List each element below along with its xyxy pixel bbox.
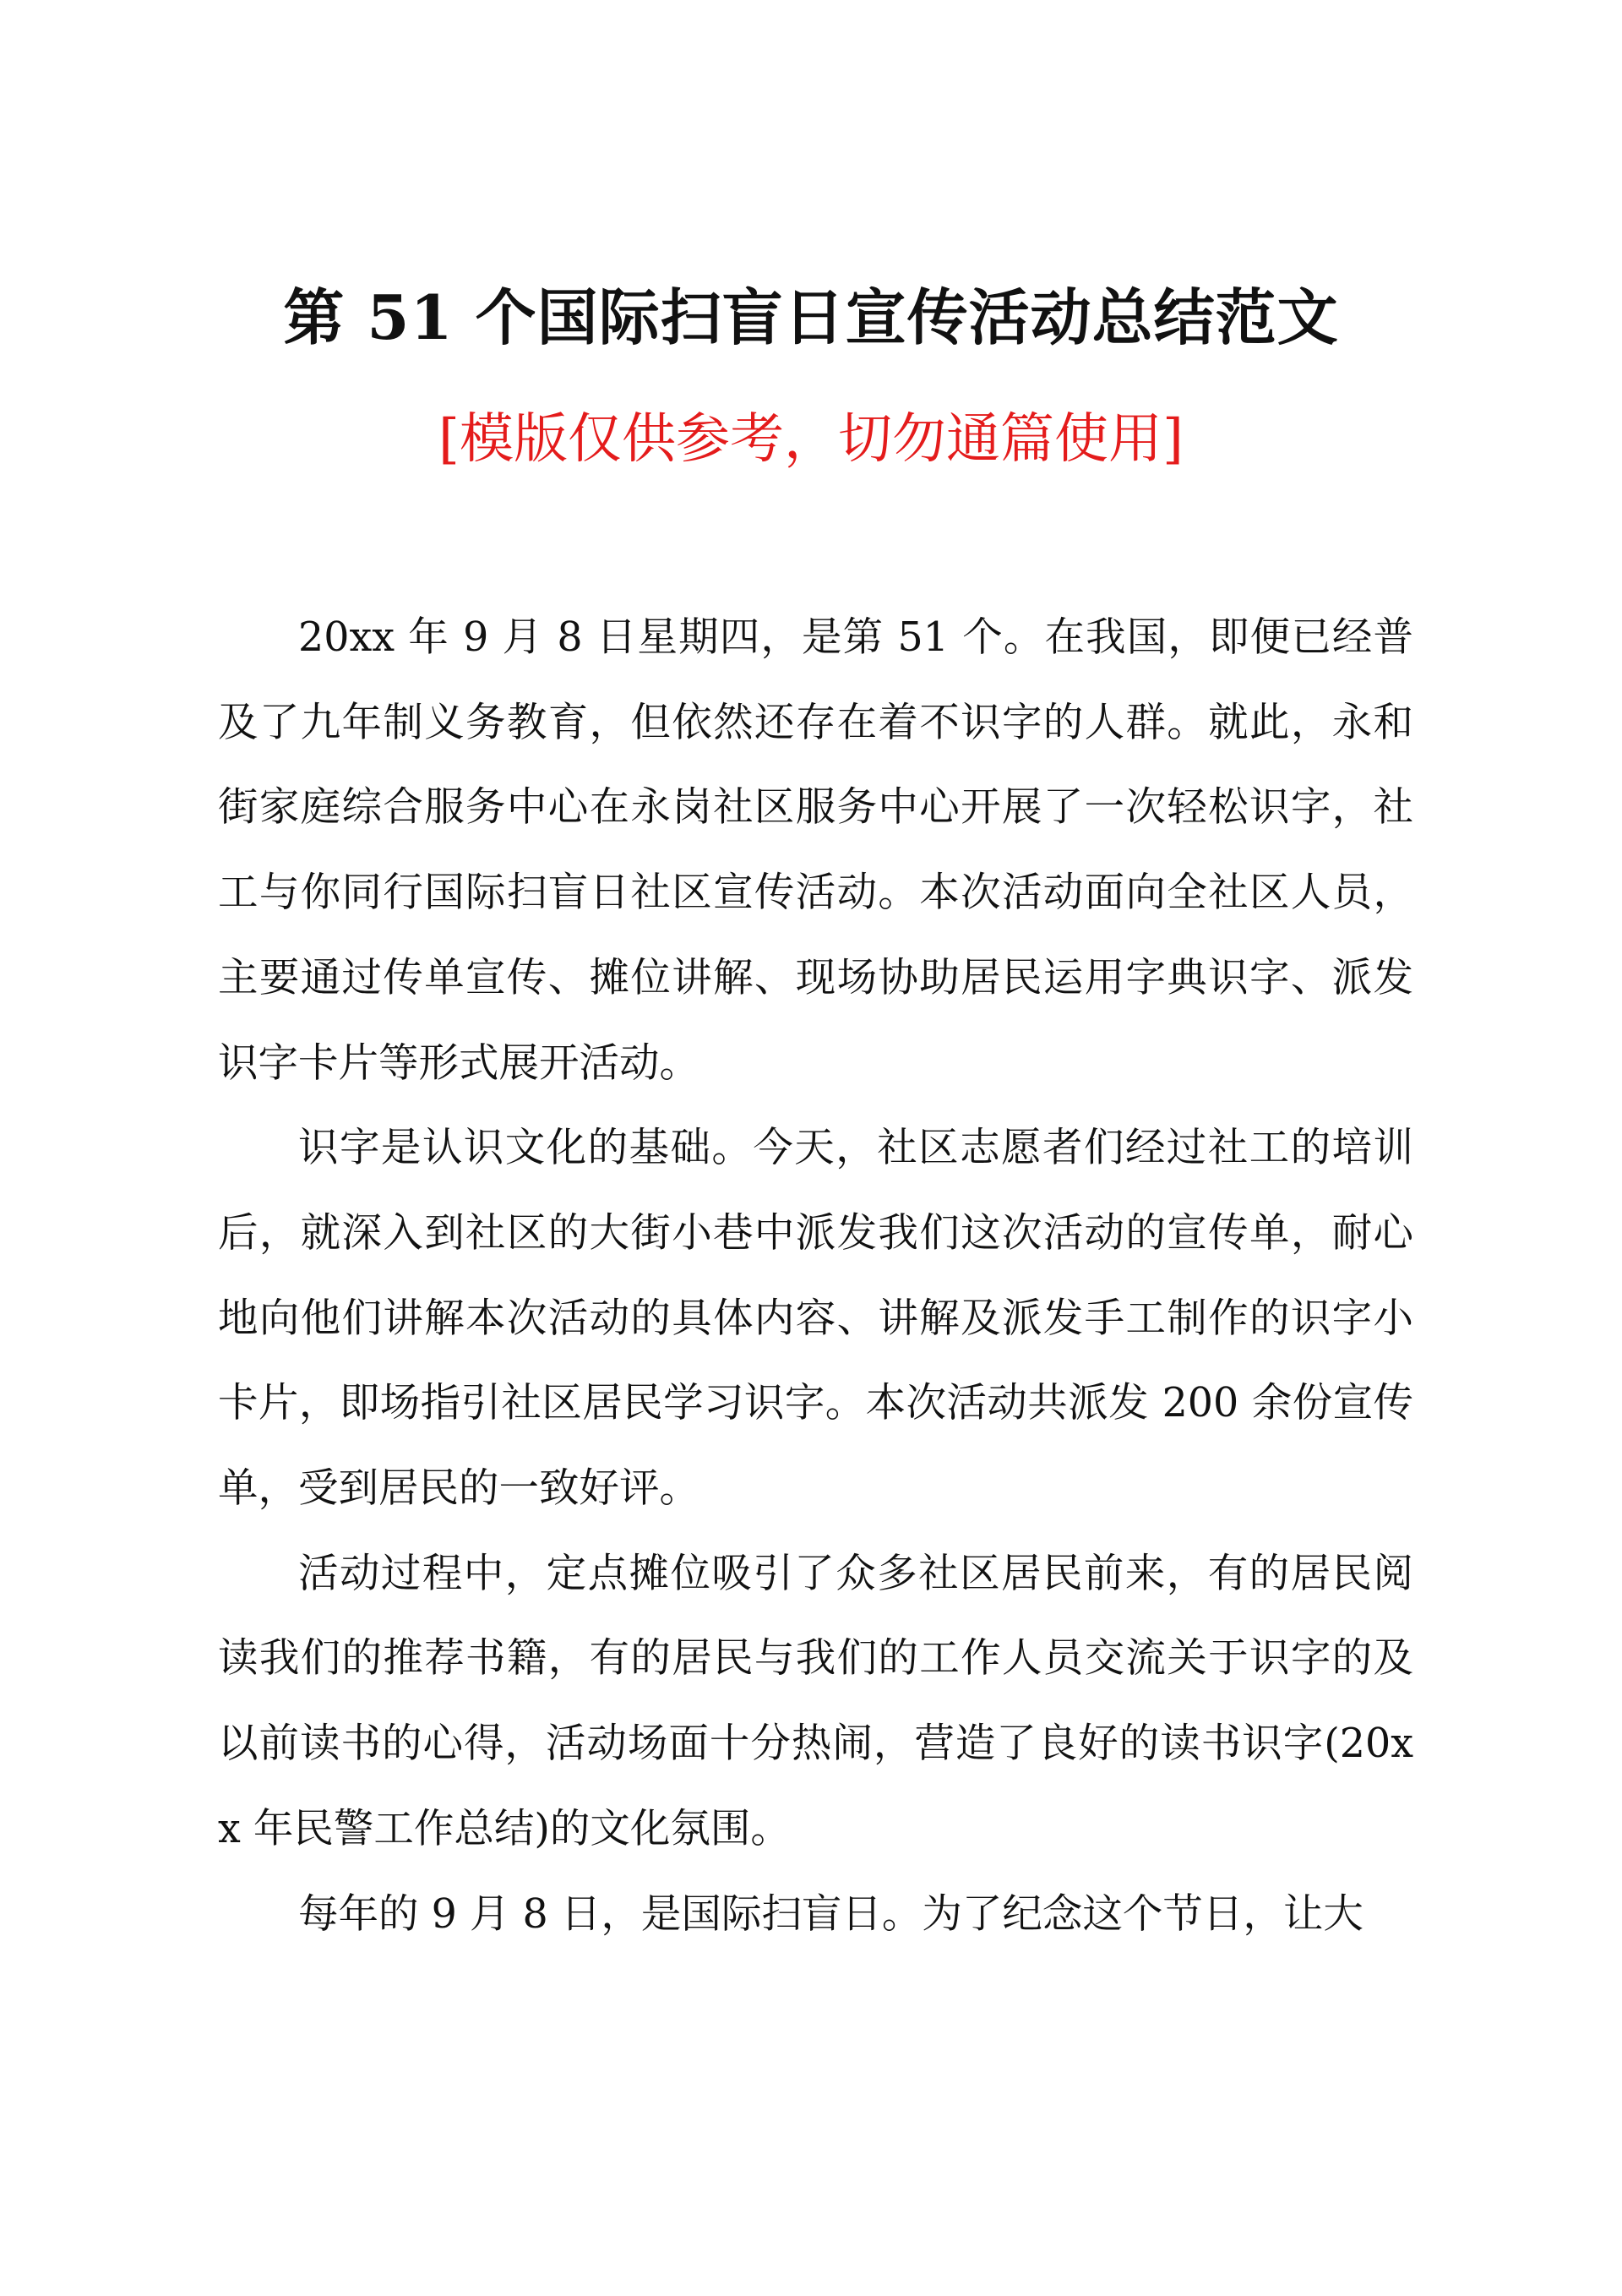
body-paragraph: 活动过程中，定点摊位吸引了众多社区居民前来，有的居民阅读我们的推荐书籍，有的居民与我们的工作人员交流关于识字的及以前读书的心得，活动场面十分热闹，营造了良好的读书识字(20xx 年民警工作总结)的文化氛围。 <box>218 1550 1413 1852</box>
body-paragraph: 识字是认识文化的基础。今天，社区志愿者们经过社工的培训后，就深入到社区的大街小巷中派发我们这次活动的宣传单，耐心地向他们讲解本次活动的具体内容、讲解及派发手工制作的识字小卡片，即场指引社区居民学习识字。本次活动共派发 200 余份宣传单，受到居民的一致好评。 <box>218 1125 1413 1513</box>
body-paragraph: 每年的 9 月 8 日，是国际扫盲日。为了纪念这个节日，让大 <box>298 1890 1363 1938</box>
document-title: 第 51 个国际扫盲日宣传活动总结范文 <box>283 281 1339 353</box>
document-body <box>218 596 1413 1957</box>
template-notice: [模版仅供参考，切勿通篇使用] <box>438 408 1184 471</box>
body-paragraph: 20xx 年 9 月 8 日星期四，是第 51 个。在我国，即便已经普及了九年制义务教育，但依然还存在着不识字的人群。就此，永和街家庭综合服务中心在永岗社区服务中心开展了一次轻松识字，社工与你同行国际扫盲日社区宣传活动。本次活动面向全社区人员，主要通过传单宣传、摊位讲解、现场协助居民运用字典识字、派发识字卡片等形式展开活动。 <box>218 614 1413 1087</box>
